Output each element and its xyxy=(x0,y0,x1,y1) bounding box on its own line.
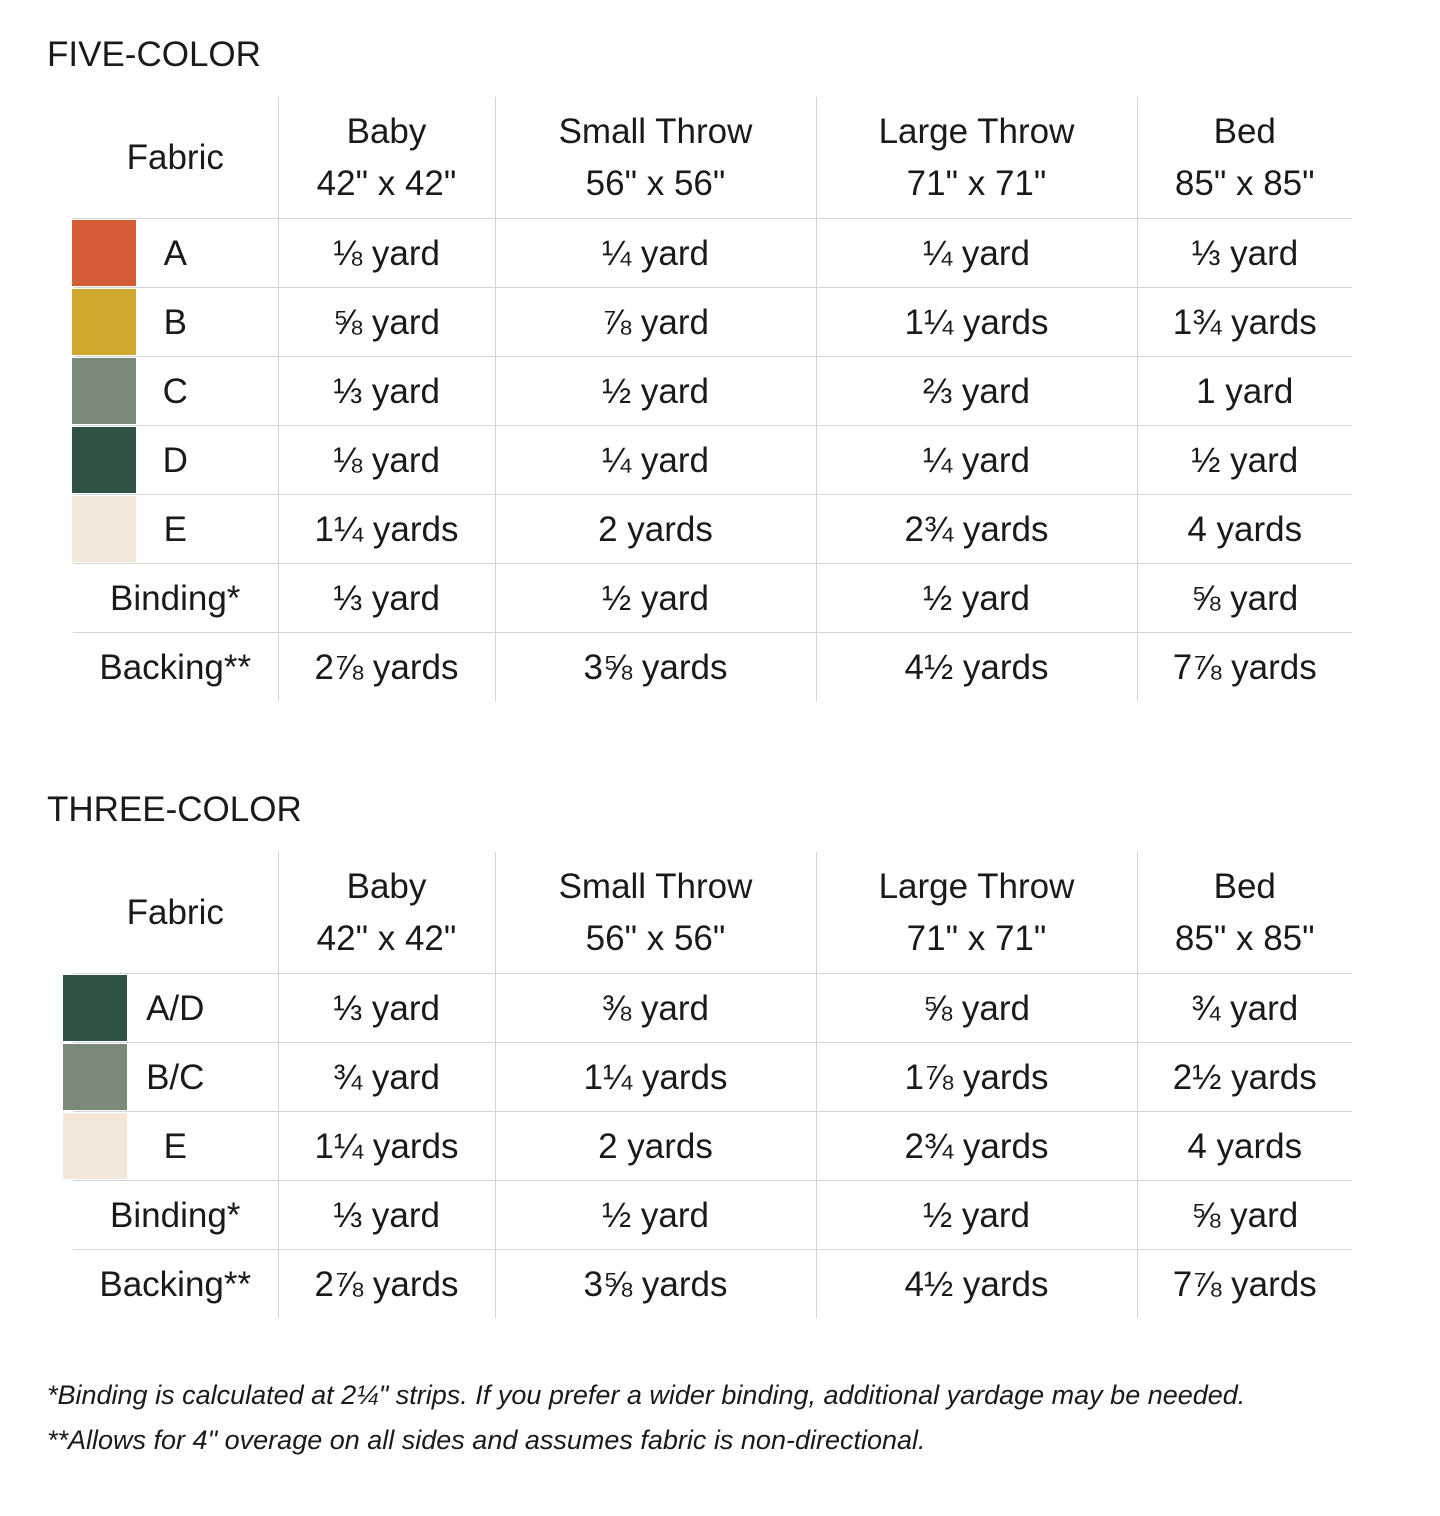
fabric-label: Binding* xyxy=(110,578,241,618)
fabric-swatch xyxy=(72,496,136,562)
yardage-cell: ¼ yard xyxy=(495,219,816,288)
yardage-cell: 2¾ yards xyxy=(816,495,1137,564)
size-name: Small Throw xyxy=(558,112,753,151)
table-row xyxy=(73,219,1352,288)
yardage-cell: 7⅞ yards xyxy=(1137,633,1352,702)
yardage-cell: ½ yard xyxy=(495,357,816,426)
yardage-table-five-color xyxy=(73,97,1352,701)
yardage-cell: 2⅞ yards xyxy=(278,1250,495,1319)
fabric-label: Binding* xyxy=(110,1195,241,1235)
yardage-cell: ⅝ yard xyxy=(1137,1181,1352,1250)
header-row xyxy=(73,97,1352,219)
size-name: Bed xyxy=(1213,867,1276,906)
size-name: Baby xyxy=(346,867,427,906)
fabric-label: C xyxy=(162,371,188,411)
yardage-cell: ⅓ yard xyxy=(278,974,495,1043)
fabric-cell xyxy=(73,1181,278,1250)
section-title-three-color: THREE-COLOR xyxy=(47,790,302,829)
yardage-cell: ¾ yard xyxy=(278,1043,495,1112)
yardage-cell: 2¾ yards xyxy=(816,1112,1137,1181)
yardage-cell: 1 yard xyxy=(1137,357,1352,426)
fabric-cell xyxy=(73,288,278,357)
fabric-cell xyxy=(73,974,278,1043)
size-dims: 56" x 56" xyxy=(585,919,726,958)
header-size-large-throw xyxy=(816,852,1137,974)
yardage-cell: 1¼ yards xyxy=(278,495,495,564)
fabric-swatch xyxy=(72,289,136,355)
table-row xyxy=(73,1112,1352,1181)
fabric-label: A xyxy=(163,233,187,273)
fabric-swatch xyxy=(72,220,136,286)
fabric-label: A/D xyxy=(146,988,205,1028)
table-row xyxy=(73,357,1352,426)
fabric-swatch xyxy=(63,1113,127,1179)
fabric-label: D xyxy=(162,440,188,480)
table-row xyxy=(73,288,1352,357)
yardage-cell: ½ yard xyxy=(816,1181,1137,1250)
yardage-cell: 2½ yards xyxy=(1137,1043,1352,1112)
fabric-label: Backing** xyxy=(99,647,252,687)
header-row xyxy=(73,852,1352,974)
yardage-cell: ¾ yard xyxy=(1137,974,1352,1043)
footnote-backing: **Allows for 4" overage on all sides and assumes fabric is non-directional. xyxy=(47,1425,926,1455)
fabric-cell xyxy=(73,495,278,564)
yardage-cell: 2⅞ yards xyxy=(278,633,495,702)
fabric-cell xyxy=(73,1043,278,1112)
yardage-cell: 1¼ yards xyxy=(278,1112,495,1181)
yardage-cell: 1¼ yards xyxy=(816,288,1137,357)
size-name: Large Throw xyxy=(878,867,1075,906)
fabric-label: B/C xyxy=(146,1057,205,1097)
section-title-five-color: FIVE-COLOR xyxy=(47,35,261,74)
size-dims: 71" x 71" xyxy=(906,164,1047,203)
yardage-cell: ⅝ yard xyxy=(1137,564,1352,633)
yardage-cell: 4½ yards xyxy=(816,633,1137,702)
yardage-cell: ⅔ yard xyxy=(816,357,1137,426)
header-size-small-throw xyxy=(495,97,816,219)
header-fabric: Fabric xyxy=(73,97,278,219)
yardage-cell: 3⅝ yards xyxy=(495,633,816,702)
yardage-cell: ¼ yard xyxy=(816,219,1137,288)
table-row xyxy=(73,1043,1352,1112)
yardage-cell: ⅝ yard xyxy=(816,974,1137,1043)
yardage-cell: ½ yard xyxy=(1137,426,1352,495)
yardage-cell: ⅓ yard xyxy=(278,1181,495,1250)
size-dims: 56" x 56" xyxy=(585,164,726,203)
yardage-cell: ⅛ yard xyxy=(278,219,495,288)
yardage-cell: ⅓ yard xyxy=(278,564,495,633)
size-name: Small Throw xyxy=(558,867,753,906)
size-dims: 42" x 42" xyxy=(316,164,457,203)
yardage-cell: 2 yards xyxy=(495,495,816,564)
header-size-small-throw xyxy=(495,852,816,974)
fabric-cell xyxy=(73,564,278,633)
yardage-cell: ¼ yard xyxy=(495,426,816,495)
yardage-cell: ¼ yard xyxy=(816,426,1137,495)
size-dims: 42" x 42" xyxy=(316,919,457,958)
size-name: Large Throw xyxy=(878,112,1075,151)
fabric-swatch xyxy=(72,358,136,424)
fabric-swatch xyxy=(63,1044,127,1110)
yardage-cell: ⅛ yard xyxy=(278,426,495,495)
yardage-cell: ½ yard xyxy=(495,564,816,633)
yardage-cell: ⅜ yard xyxy=(495,974,816,1043)
fabric-swatch xyxy=(72,427,136,493)
fabric-label: B xyxy=(163,302,187,342)
fabric-label: E xyxy=(163,1126,187,1166)
table-row xyxy=(73,426,1352,495)
fabric-cell xyxy=(73,426,278,495)
size-dims: 85" x 85" xyxy=(1174,919,1315,958)
header-size-bed xyxy=(1137,97,1352,219)
fabric-cell xyxy=(73,219,278,288)
table-row xyxy=(73,564,1352,633)
footnote-binding: *Binding is calculated at 2¼" strips. If you prefer a wider binding, additional yardage may be needed. xyxy=(47,1380,1246,1410)
fabric-label: E xyxy=(163,509,187,549)
yardage-cell: ⅝ yard xyxy=(278,288,495,357)
yardage-cell: ½ yard xyxy=(816,564,1137,633)
footnotes xyxy=(47,1373,1245,1463)
size-dims: 85" x 85" xyxy=(1174,164,1315,203)
yardage-cell: ⅓ yard xyxy=(278,357,495,426)
yardage-cell: 4 yards xyxy=(1137,495,1352,564)
yardage-cell: 3⅝ yards xyxy=(495,1250,816,1319)
size-name: Bed xyxy=(1213,112,1276,151)
table-row xyxy=(73,633,1352,702)
header-size-bed xyxy=(1137,852,1352,974)
fabric-swatch xyxy=(63,975,127,1041)
fabric-label: Backing** xyxy=(99,1264,252,1304)
yardage-cell: 1¾ yards xyxy=(1137,288,1352,357)
size-name: Baby xyxy=(346,112,427,151)
yardage-cell: ⅞ yard xyxy=(495,288,816,357)
fabric-cell xyxy=(73,357,278,426)
fabric-cell xyxy=(73,1250,278,1319)
yardage-table-three-color xyxy=(73,852,1352,1318)
yardage-cell: 7⅞ yards xyxy=(1137,1250,1352,1319)
fabric-cell xyxy=(73,1112,278,1181)
header-size-baby xyxy=(278,852,495,974)
table-row xyxy=(73,1250,1352,1319)
table-row xyxy=(73,495,1352,564)
header-size-large-throw xyxy=(816,97,1137,219)
fabric-cell xyxy=(73,633,278,702)
yardage-cell: ⅓ yard xyxy=(1137,219,1352,288)
yardage-cell: 4 yards xyxy=(1137,1112,1352,1181)
yardage-cell: 4½ yards xyxy=(816,1250,1137,1319)
yardage-cell: ½ yard xyxy=(495,1181,816,1250)
header-fabric: Fabric xyxy=(73,852,278,974)
size-dims: 71" x 71" xyxy=(906,919,1047,958)
header-size-baby xyxy=(278,97,495,219)
yardage-cell: 1⅞ yards xyxy=(816,1043,1137,1112)
yardage-cell: 2 yards xyxy=(495,1112,816,1181)
table-row xyxy=(73,1181,1352,1250)
yardage-cell: 1¼ yards xyxy=(495,1043,816,1112)
table-row xyxy=(73,974,1352,1043)
